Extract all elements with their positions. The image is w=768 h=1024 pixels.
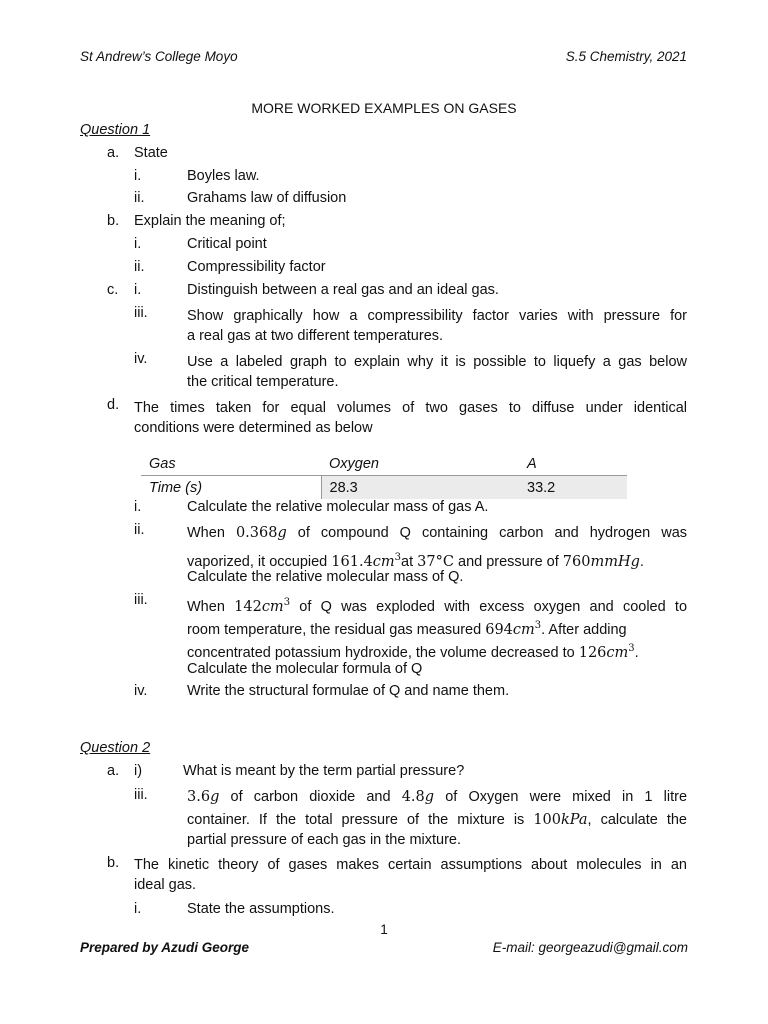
- table-header-gas: Gas: [141, 452, 321, 476]
- q1-a-ii-text: Grahams law of diffusion: [187, 190, 347, 206]
- q2-a-i-text: What is meant by the term partial pressure?: [183, 763, 465, 779]
- q1-a-label: a.: [107, 145, 120, 161]
- q1-d-ii-line1: When 0.368g of compound Q containing carbon and hydrogen was: [187, 525, 688, 541]
- q1-c-label: c.: [107, 282, 119, 298]
- q1-b-ii-text: Compressibility factor: [187, 259, 326, 275]
- q1-c-iii-line2: a real gas at two different temperatures.: [187, 328, 444, 344]
- q1-b-ii-label: ii.: [134, 259, 145, 275]
- q1-d-ii-line2: vaporized, it occupied $161.4cm^3at$ 37°C and pressure of 760mmHg.: [187, 552, 644, 570]
- q1-c-iv-line1: Use a labeled graph to explain why it is possible to liquefy a gas below: [187, 354, 687, 370]
- q2-b-line1: The kinetic theory of gases makes certain assumptions about molecules in an: [134, 857, 687, 873]
- q1-b-i-label: i.: [134, 236, 142, 252]
- table-row: [141, 476, 627, 500]
- q2-a-iii-line2: container. If the total pressure of the mixture is 100kPa, calculate the: [187, 812, 687, 828]
- q1-b-label: b.: [107, 213, 120, 229]
- q1-d-iv-text: Write the structural formulae of Q and name them.: [187, 683, 510, 699]
- q2-b-i-label: i.: [134, 901, 142, 917]
- footer-author: Prepared by Azudi George: [80, 940, 250, 955]
- q1-d-line2: conditions were determined as below: [134, 420, 373, 436]
- table-header-a: A: [519, 452, 627, 476]
- header-course: S.5 Chemistry, 2021: [565, 49, 687, 64]
- table-row-label-time: Time (s): [149, 479, 203, 496]
- q1-c-iv-label: iv.: [134, 351, 148, 367]
- q2-b-label: b.: [107, 855, 120, 871]
- q1-d-line1: The times taken for equal volumes of two gases to diffuse under identical: [134, 400, 687, 416]
- diffusion-table: [141, 452, 627, 499]
- q2-b-i-text: State the assumptions.: [187, 901, 335, 917]
- q2-a-iii-line1: 3.6g of carbon dioxide and 4.8g of Oxygen were mixed in 1 litre: [187, 789, 688, 805]
- q1-a-text: State: [134, 145, 168, 161]
- question-1-heading: Question 1: [80, 122, 151, 138]
- header-school: St Andrew’s College Moyo: [80, 49, 238, 64]
- q2-a-i-label: i): [134, 763, 143, 779]
- q2-a-iii-line3: partial pressure of each gas in the mixture.: [187, 832, 462, 848]
- q1-c-i-label: i.: [134, 282, 142, 298]
- q1-d-ii-line3: Calculate the relative molecular mass of Q.: [187, 569, 464, 585]
- q1-d-i-text: Calculate the relative molecular mass of gas A.: [187, 499, 489, 515]
- q1-d-iii-line2: room temperature, the residual gas measured $694cm^3$. After adding: [187, 620, 627, 638]
- question-2-heading: Question 2: [80, 740, 151, 756]
- q1-d-label: d.: [107, 397, 120, 413]
- table-cell-a-time: 33.2: [519, 476, 627, 500]
- q1-a-i-label: i.: [134, 168, 142, 184]
- table-row: [141, 452, 627, 476]
- q1-a-ii-label: ii.: [134, 190, 145, 206]
- q1-c-i-text: Distinguish between a real gas and an ideal gas.: [187, 282, 499, 298]
- table-cell-oxygen-time: 28.3: [321, 476, 519, 500]
- page-title: MORE WORKED EXAMPLES ON GASES: [251, 100, 517, 116]
- q1-d-i-label: i.: [134, 499, 142, 515]
- q1-c-iii-label: iii.: [134, 305, 148, 321]
- page-number: 1: [380, 922, 388, 937]
- q2-a-iii-label: iii.: [134, 787, 148, 803]
- q1-d-ii-label: ii.: [134, 522, 145, 538]
- q2-a-label: a.: [107, 763, 120, 779]
- q1-d-iii-label: iii.: [134, 592, 148, 608]
- q2-b-line2: ideal gas.: [134, 877, 197, 893]
- q1-c-iii-line1: Show graphically how a compressibility factor varies with pressure for: [187, 308, 687, 324]
- q1-b-i-text: Critical point: [187, 236, 267, 252]
- q1-d-iii-line1: When $142cm^3$ of Q was exploded with excess oxygen and cooled to: [187, 597, 688, 615]
- q1-c-iv-line2: the critical temperature.: [187, 374, 339, 390]
- table-header-oxygen: Oxygen: [321, 452, 519, 476]
- footer-email: E-mail: georgeazudi@gmail.com: [492, 940, 688, 955]
- q1-b-text: Explain the meaning of;: [134, 213, 286, 229]
- q1-d-iii-line3: concentrated potassium hydroxide, the volume decreased to $126cm^3$.: [187, 643, 639, 661]
- q1-a-i-text: Boyles law.: [187, 168, 260, 184]
- q1-d-iii-line4: Calculate the molecular formula of Q: [187, 661, 423, 677]
- q1-d-iv-label: iv.: [134, 683, 148, 699]
